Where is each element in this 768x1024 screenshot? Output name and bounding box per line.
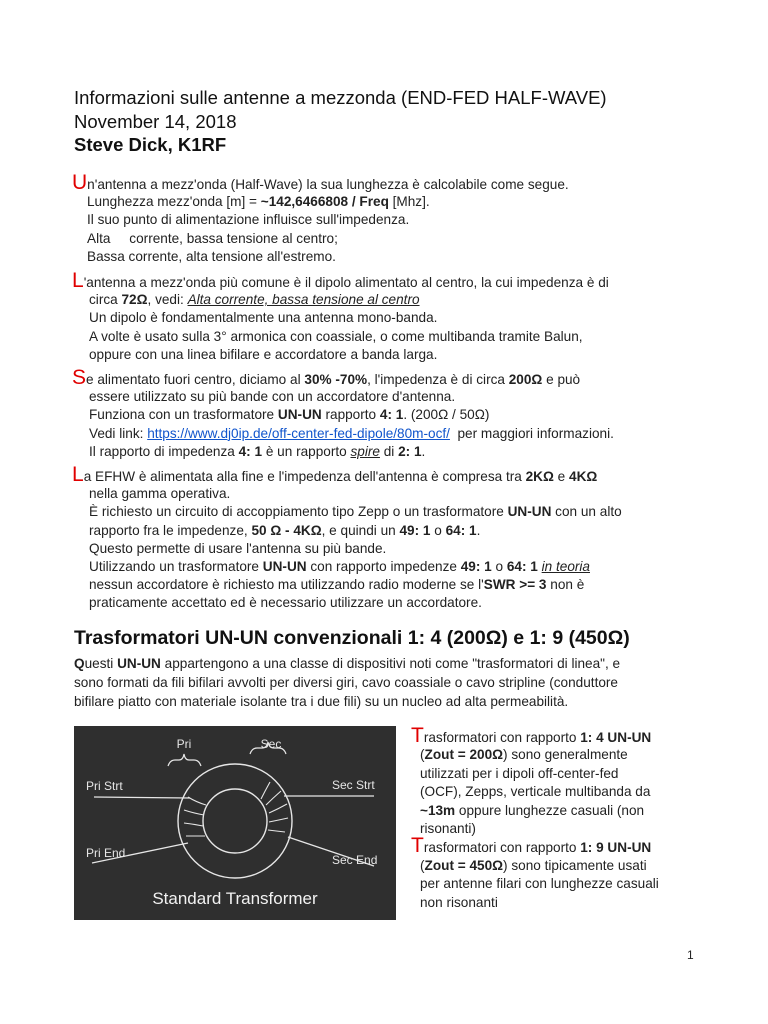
diagram-caption: Standard Transformer bbox=[152, 889, 318, 908]
paragraph-half-wave-length: Un'antenna a mezz'onda (Half-Wave) la sua lunghezza è calcolabile come segue. Lunghezza mezz'onda [m] = ~142,6466808 / Freq [Mhz]. Il suo punto di alimentazione influisce sull'impedenza. Alta corrente, bassa tensione al centro; Bassa corrente, alta tensione all'estremo. bbox=[72, 171, 569, 264]
paragraph-center-fed-dipole: L'antenna a mezz'onda più comune è il dipolo alimentato al centro, la cui impedenza è di circa 72Ω, vedi: Alta corrente, bassa tensione al centro Un dipolo è fondamentalmente una antenna mono-banda. A volte è usato sulla 3° armonica con coassiale, o come multibanda tramite Balun, oppure con una linea bifilare e accordatore a banda larga. bbox=[72, 269, 609, 362]
ocf-dipole-link[interactable]: https://www.dj0ip.de/off-center-fed-dipole/80m-ocf/ bbox=[147, 425, 450, 441]
paragraph-line-transformers: Questi UN-UN appartengono a una classe di dispositivi noti come "trasformatori di linea", e sono formati da fili bifilari avvolti per diversi giri, cavo coassiale o cavo stripline (conduttore bifilare piatto con materiale isolante tra i due fili) su un nucleo ad alta permeabilità. bbox=[74, 656, 621, 709]
drop-cap: L bbox=[72, 269, 84, 292]
document-author: Steve Dick, K1RF bbox=[74, 134, 227, 155]
pri-brace bbox=[168, 754, 201, 766]
paragraph-off-center-fed: Se alimentato fuori centro, diciamo al 30% -70%, l'impedenza è di circa 200Ω e può essere utilizzato su più bande con un accordatore d'antenna. Funziona con un trasformatore UN-UN rapporto 4: 1. (200Ω / 50Ω) Vedi link: https://www.dj0ip.de/off-center-fed-dipole/80m-ocf/ per maggiori informazioni. Il rapporto di impedenza 4: 1 è un rapporto spire di 2: 1. bbox=[72, 366, 614, 459]
drop-cap: L bbox=[72, 463, 84, 486]
side-column-unun-ratios: Trasformatori con rapporto 1: 4 UN-UN (Zout = 200Ω) sono generalmente utilizzati per i dipoli off-center-fed (OCF), Zepps, verticale multibanda da ~13m oppure lunghezze casuali (non risonanti) Trasformatori con rapporto 1: 9 UN-UN (Zout = 450Ω) sono tipicamente usati per antenne filari con lunghezze casuali non risonanti bbox=[411, 724, 659, 910]
windings bbox=[184, 782, 288, 836]
paragraph-efhw: La EFHW è alimentata alla fine e l'impedenza dell'antenna è compresa tra 2KΩ e 4KΩ nella gamma operativa. È richiesto un circuito di accoppiamento tipo Zepp o un trasformatore UN-UN con un alto rapporto fra le impedenze, 50 Ω - 4KΩ, e quindi un 49: 1 o 64: 1. Questo permette di usare l'antenna su più bande. Utilizzando un trasformatore UN-UN con rapporto impedenze 49: 1 o 64: 1 in teoria nessun accordatore è richiesto ma utilizzando radio moderne se l'SWR >= 3 non è praticamente accettato ed è necessario utilizzare un accordatore. bbox=[72, 463, 622, 611]
sec-end-label: Sec End bbox=[332, 853, 378, 867]
toroid-inner bbox=[203, 789, 267, 853]
transformer-figure bbox=[74, 726, 396, 920]
drop-cap: T bbox=[411, 834, 424, 858]
bold-initial: Q bbox=[74, 656, 85, 671]
section-heading-unun: Trasformatori UN-UN convenzionali 1: 4 (200Ω) e 1: 9 (450Ω) bbox=[74, 627, 630, 649]
drop-cap: S bbox=[72, 366, 87, 389]
page-number: 1 bbox=[687, 948, 694, 962]
document-title: Informazioni sulle antenne a mezzonda (END-FED HALF-WAVE) bbox=[74, 87, 607, 108]
document-date: November 14, 2018 bbox=[74, 111, 237, 132]
sec-start-label: Sec Strt bbox=[332, 778, 375, 792]
pri-start-label: Pri Strt bbox=[86, 779, 123, 793]
sec-label: Sec bbox=[260, 737, 282, 751]
drop-cap: T bbox=[411, 724, 424, 747]
link-center-fed-reference[interactable]: Alta corrente, bassa tensione al centro bbox=[187, 292, 420, 308]
pri-label: Pri bbox=[176, 737, 192, 751]
standard-transformer-diagram bbox=[74, 726, 396, 920]
pri-end-label: Pri End bbox=[86, 846, 126, 860]
drop-cap: U bbox=[72, 171, 88, 194]
